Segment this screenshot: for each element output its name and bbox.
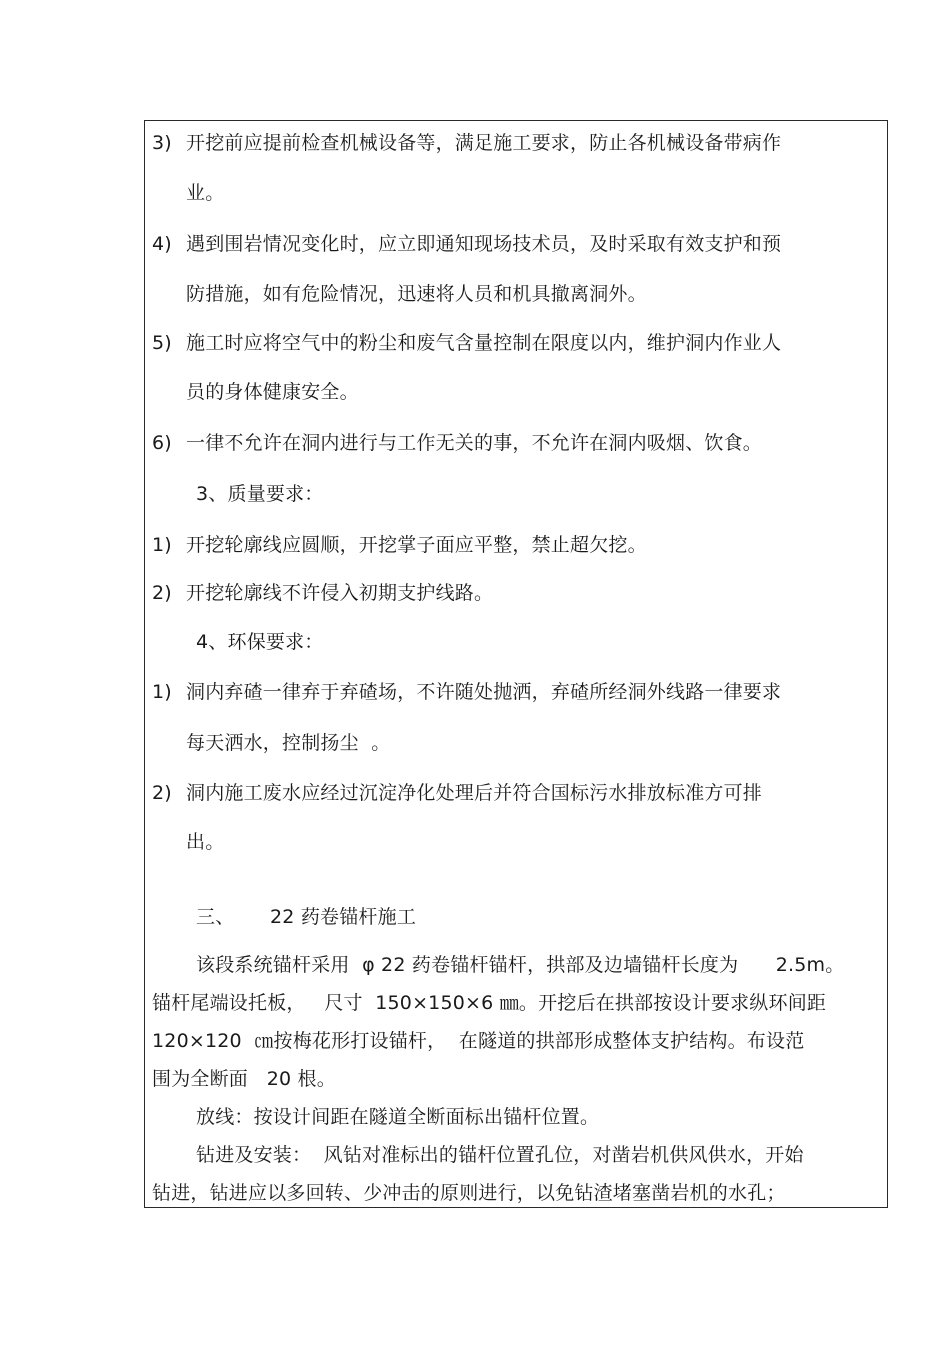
- item-text: 遇到围岩情况变化时，应立即通知现场技术员，及时采取有效支护和预: [186, 233, 782, 255]
- item-text-continued: 出。: [186, 831, 225, 853]
- item-text-continued: 业。: [186, 182, 225, 204]
- paragraph-line: 钻进及安装： 风钻对准标出的锚杆位置孔位，对凿岩机供风供水，开始: [196, 1144, 804, 1166]
- item-text: 施工时应将空气中的粉尘和废气含量控制在限度以内，维护洞内作业人: [186, 332, 782, 354]
- item-number: 1): [152, 534, 172, 556]
- item-number: 6): [152, 432, 172, 454]
- paragraph-line: 锚杆尾端设托板， 尺寸 150×150×6 ㎜。开挖后在拱部按设计要求纵环间距: [152, 992, 827, 1014]
- item-text: 开挖前应提前检查机械设备等，满足施工要求，防止各机械设备带病作: [186, 132, 782, 154]
- paragraph-line: 该段系统锚杆采用 φ 22 药卷锚杆锚杆，拱部及边墙锚杆长度为 2.5m。: [196, 954, 845, 976]
- section-title: 22 药卷锚杆施工: [270, 906, 417, 928]
- paragraph-line: 围为全断面 20 根。: [152, 1068, 336, 1090]
- item-text: 开挖轮廓线应圆顺，开挖掌子面应平整，禁止超欠挖。: [186, 534, 647, 556]
- paragraph-line: 120×120 ㎝按梅花形打设锚杆， 在隧道的拱部形成整体支护结构。布设范: [152, 1030, 805, 1052]
- section-number: 三、: [196, 906, 235, 928]
- item-number: 1): [152, 681, 172, 703]
- item-number: 5): [152, 332, 172, 354]
- item-text: 开挖轮廓线不许侵入初期支护线路。: [186, 582, 494, 604]
- item-text: 洞内施工废水应经过沉淀净化处理后并符合国标污水排放标准方可排: [186, 782, 763, 804]
- item-text: 一律不允许在洞内进行与工作无关的事，不允许在洞内吸烟、饮食。: [186, 432, 763, 454]
- paragraph-line: 放线：按设计间距在隧道全断面标出锚杆位置。: [196, 1106, 600, 1128]
- item-text-continued: 每天洒水，控制扬尘 。: [186, 732, 391, 754]
- item-text-continued: 防措施，如有危险情况，迅速将人员和机具撤离洞外。: [186, 283, 647, 305]
- item-text: 洞内弃碴一律弃于弃碴场，不许随处抛洒，弃碴所经洞外线路一律要求: [186, 681, 782, 703]
- item-number: 2): [152, 782, 172, 804]
- quality-heading: 3、质量要求：: [196, 483, 324, 505]
- item-text-continued: 员的身体健康安全。: [186, 381, 359, 403]
- item-number: 3): [152, 132, 172, 154]
- item-number: 2): [152, 582, 172, 604]
- item-number: 4): [152, 233, 172, 255]
- paragraph-line: 钻进，钻进应以多回转、少冲击的原则进行，以免钻渣堵塞凿岩机的水孔；: [152, 1182, 786, 1204]
- environment-heading: 4、环保要求：: [196, 631, 324, 653]
